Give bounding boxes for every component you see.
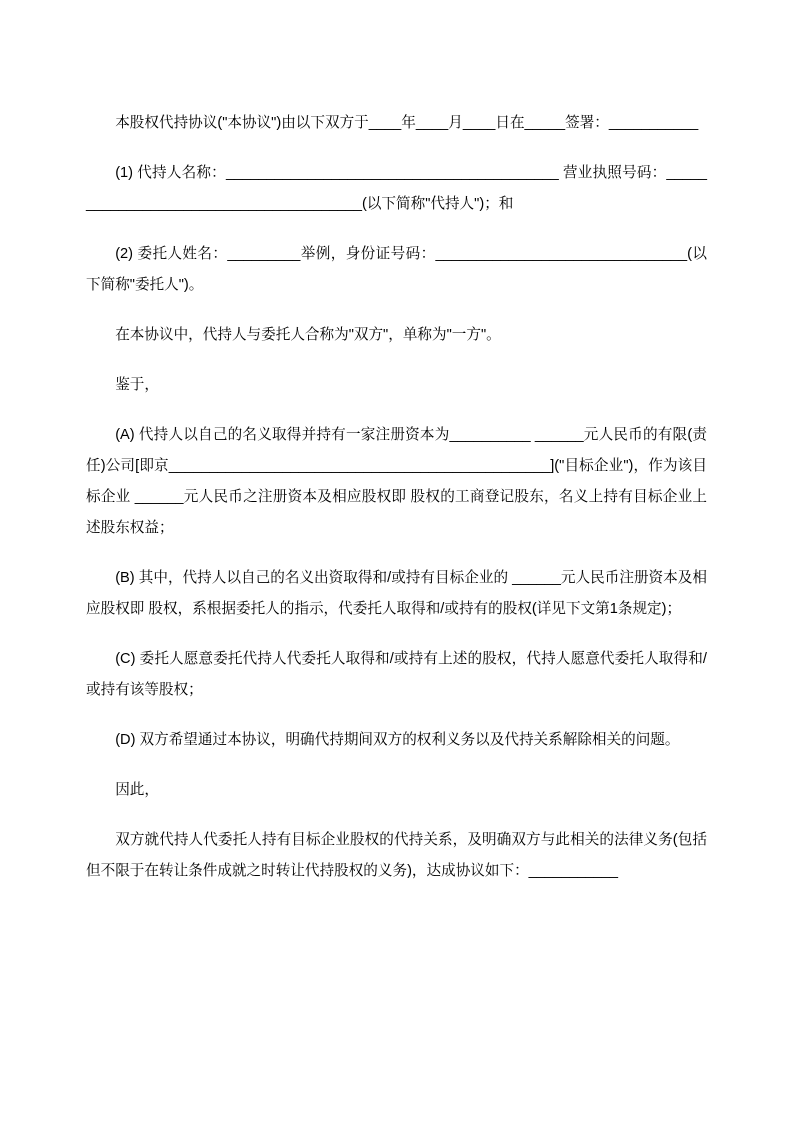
paragraph-agreement-intro: 本股权代持协议("本协议")由以下双方于____年____月____日在_____签署：___________ (115, 115, 699, 131)
paragraph-recital-a: (A) 代持人以自己的名义取得并持有一家注册资本为__________ ______元人民币的有限(责任)公司[即京_______________________________________________]("目标企业")，作为该目标企业 ______元人民币之注册资本及相应股权即 股权的工商登记股东，名义上持有目标企业上述股东权益； (86, 427, 707, 536)
paragraph-party-principal: (2) 委托人姓名：_________举例，身份证号码：_______________________________(以下简称"委托人")。 (86, 246, 707, 293)
paragraph-recital-b: (B) 其中，代持人以自己的名义出资取得和/或持有目标企业的 ______元人民币注册资本及相应股权即 股权，系根据委托人的指示，代委托人取得和/或持有的股权(详见下文第1条规定)； (86, 570, 707, 617)
paragraph-definition-parties: 在本协议中，代持人与委托人合称为"双方"，单称为"一方"。 (115, 327, 501, 343)
paragraph-party-nominee: (1) 代持人名称：_________________________________________ 营业执照号码：_______________________________________(以下简称"代持人")；和 (86, 165, 707, 212)
paragraph-recital-c: (C) 委托人愿意委托代持人代委托人取得和/或持有上述的股权，代持人愿意代委托人取得和/或持有该等股权； (86, 651, 707, 698)
paragraph-agreement-statement: 双方就代持人代委托人持有目标企业股权的代持关系，及明确双方与此相关的法律义务(包括但不限于在转让条件成就之时转让代持股权的义务)，达成协议如下：___________ (86, 832, 707, 879)
paragraph-therefore-heading: 因此， (115, 782, 159, 798)
paragraph-whereas-heading: 鉴于， (115, 377, 159, 393)
paragraph-recital-d: (D) 双方希望通过本协议，明确代持期间双方的权利义务以及代持关系解除相关的问题。 (115, 732, 680, 748)
